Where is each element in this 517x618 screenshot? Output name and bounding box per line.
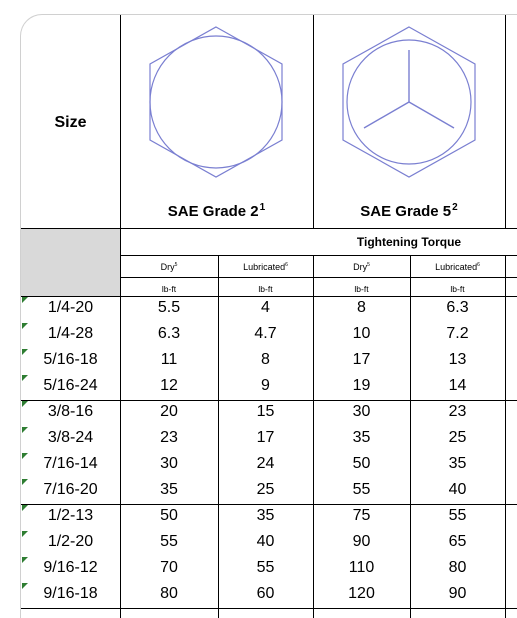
table-cell-size: 9/16-18 (43, 585, 98, 602)
table-cell-g5_dry: 35 (352, 429, 371, 446)
cell-marker-icon (22, 401, 28, 407)
table-cell-size: 1/2-13 (47, 507, 94, 524)
table-cell-g5_lub: 25 (448, 429, 467, 446)
subheader-lubricated-grade-5: Lubricated$^6$ (435, 262, 480, 272)
table-cell-g5_lub: 35 (448, 455, 467, 472)
unit-label: lb-ft (450, 284, 465, 294)
table-cell-g2_dry: 70 (160, 559, 178, 576)
table-cell-g2_dry: 23 (160, 429, 178, 446)
table-cell-size: 1/4-28 (47, 325, 94, 342)
subheader-dry-grade-5: Dry$^5$ (353, 262, 370, 272)
table-cell-g5_dry: 19 (352, 377, 371, 394)
grid-hline (21, 228, 517, 229)
cell-marker-icon (22, 557, 28, 563)
table-cell-size: 5/16-18 (43, 351, 98, 368)
table-cell-g2_dry: 80 (160, 585, 178, 602)
table-cell-g5_dry: 75 (352, 507, 371, 524)
table-cell-g5_lub: 7.2 (446, 325, 469, 342)
grade-5-label: SAE Grade $5^2$ (360, 202, 458, 220)
grid-hline (120, 277, 517, 278)
table-cell-g2_lub: 35 (256, 507, 275, 524)
table-cell-g5_dry: 110 (348, 559, 375, 576)
table-cell-g5_lub: 6.3 (446, 299, 469, 316)
table-cell-g5_dry: 10 (352, 325, 371, 342)
table-cell-size: 9/16-12 (43, 559, 98, 576)
table-cell-g5_dry: 55 (352, 481, 371, 498)
table-cell-size: 1/2-20 (47, 533, 94, 550)
cell-marker-icon (22, 531, 28, 537)
table-cell-size: 7/16-14 (43, 455, 98, 472)
cell-marker-icon (22, 323, 28, 329)
table-cell-g5_dry: 30 (352, 403, 371, 420)
cell-marker-icon (22, 479, 28, 485)
table-cell-g5_lub: 80 (448, 559, 467, 576)
table-cell-g2_dry: 35 (160, 481, 178, 498)
table-cell-g5_dry: 90 (352, 533, 371, 550)
empty-grey-cell (21, 228, 120, 296)
cell-marker-icon (22, 375, 28, 381)
cell-marker-icon (22, 583, 28, 589)
table-cell-size: 3/8-16 (47, 403, 94, 420)
table-cell-g2_lub: 25 (256, 481, 275, 498)
table-cell-g2_lub: 55 (256, 559, 275, 576)
subheader-lubricated-grade-2: Lubricated$^6$ (243, 262, 288, 272)
grid-vline (313, 15, 314, 228)
table-cell-size: 3/8-24 (47, 429, 94, 446)
cell-marker-icon (22, 349, 28, 355)
grid-vline (505, 15, 506, 228)
cell-marker-icon (22, 505, 28, 511)
subheader-dry-grade-2: Dry$^5$ (160, 262, 178, 272)
table-cell-g5_dry: 8 (357, 299, 366, 316)
table-cell-g2_lub: 8 (261, 351, 270, 368)
table-cell-g2_dry: 30 (160, 455, 178, 472)
table-cell-g2_lub: 4 (261, 299, 270, 316)
tightening-torque-label: Tightening Torque (356, 235, 462, 249)
table-cell-g5_dry: 17 (352, 351, 371, 368)
grid-hline (120, 255, 517, 256)
grade-5-bolt-head-icon (334, 23, 484, 193)
unit-label: lb-ft (354, 284, 369, 294)
grid-vline (505, 255, 506, 618)
table-cell-g2_dry: 50 (160, 507, 178, 524)
table-cell-g2_lub: 24 (256, 455, 275, 472)
table-cell-g2_lub: 15 (256, 403, 275, 420)
table-cell-g2_dry: 55 (160, 533, 178, 550)
table-cell-g2_lub: 60 (256, 585, 275, 602)
table-cell-g2_dry: 6.3 (157, 325, 181, 342)
table-cell-g2_lub: 4.7 (254, 325, 277, 342)
table-cell-g2_lub: 9 (261, 377, 270, 394)
table-cell-g5_lub: 14 (448, 377, 467, 394)
table-cell-g5_lub: 40 (448, 481, 467, 498)
table-cell-g5_lub: 65 (448, 533, 467, 550)
table-cell-size: 7/16-20 (43, 481, 98, 498)
grid-hline (21, 400, 517, 401)
table-cell-g2_dry: 5.5 (157, 299, 181, 316)
cell-marker-icon (22, 297, 28, 303)
grid-vline (218, 255, 219, 618)
table-cell-g2_lub: 17 (256, 429, 275, 446)
unit-label: lb-ft (258, 284, 273, 294)
table-cell-g5_dry: 50 (352, 455, 371, 472)
table-cell-g2_dry: 12 (160, 377, 178, 394)
grade-2-bolt-head-icon (141, 23, 291, 193)
cell-marker-icon (22, 427, 28, 433)
table-frame (20, 14, 517, 618)
grid-vline (313, 255, 314, 618)
size-header: Size (54, 114, 87, 131)
unit-label: lb-ft (161, 284, 177, 294)
table-cell-g2_lub: 40 (256, 533, 275, 550)
table-cell-g2_dry: 11 (160, 351, 178, 368)
table-cell-g5_dry: 120 (348, 585, 375, 602)
grid-vline (120, 15, 121, 618)
grid-hline (21, 296, 517, 297)
table-cell-g5_lub: 90 (448, 585, 467, 602)
grid-hline (21, 608, 517, 609)
table-cell-g5_lub: 55 (448, 507, 467, 524)
table-cell-g5_lub: 13 (448, 351, 467, 368)
grade-2-label: SAE Grade $2^1$ (167, 202, 266, 220)
cell-marker-icon (22, 453, 28, 459)
table-cell-g2_dry: 20 (160, 403, 178, 420)
table-cell-size: 1/4-20 (47, 299, 94, 316)
table-cell-g5_lub: 23 (448, 403, 467, 420)
table-cell-size: 5/16-24 (43, 377, 98, 394)
grid-hline (21, 504, 517, 505)
grid-vline (410, 255, 411, 618)
